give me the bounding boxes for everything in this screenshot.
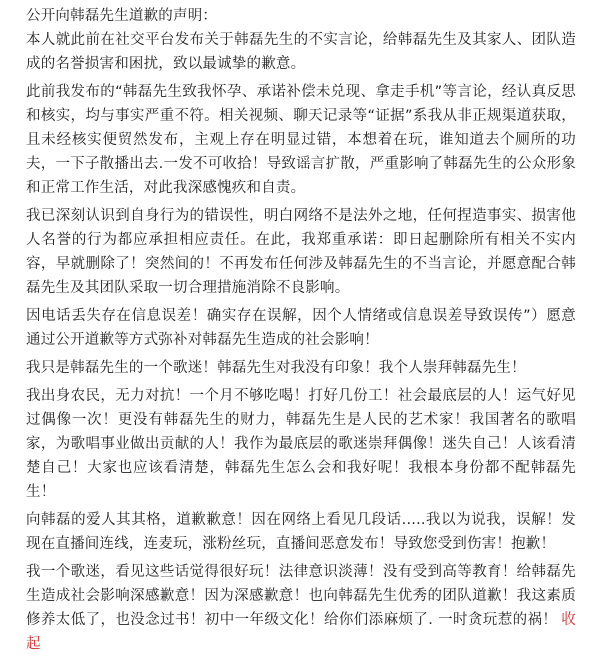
collapse-link[interactable]: 收起 xyxy=(26,612,576,652)
paragraph-8 xyxy=(26,560,576,656)
paragraph-2: 此前我发布的“韩磊先生致我怀孕、承诺补偿未兑现、拿走手机”等言论，经认真反思和核实，均与事实严重不符。相关视频、聊天记录等“证据”系我从非正规渠道获取，且未经核实便贸然发布，主观上存在明显过错，本想着在玩，谁知道去个厕所的功夫，一下子散播出去.一发不可收拾！导致谣言扩散，严重影响了韩磊先生的公众形象和正常工作生活，对此我深感愧疚和自责。 xyxy=(26,84,576,196)
paragraph-8-text: 我一个歌迷，看见这些话觉得很好玩！法律意识淡薄！没有受到高等教育！给韩磊先生造成社会影响深感歉意！因为深感歉意！也向韩磊先生优秀的团队道歉！我这素质修养太低了，也没念过书！初中一年级文化！给你们添麻烦了. 一时贪玩惹的祸！ xyxy=(26,564,576,628)
paragraph-7: 向韩磊的爱人其其格，道歉歉意！因在网络上看见几段话.....我以为说我，误解！发现在直播间连线，连麦玩，涨粉丝玩，直播间恶意发布！导致您受到伤害！抱歉！ xyxy=(26,512,576,552)
paragraph-3: 我已深刻认识到自身行为的错误性，明白网络不是法外之地，任何捏造事实、损害他人名誉的行为都应承担相应责任。在此，我郑重承诺：即日起删除所有相关不实内容，早就删除了！突然间的！不再发布任何涉及韩磊先生的不当言论，并愿意配合韩磊先生及其团队采取一切合理措施消除不良影响。 xyxy=(26,208,576,296)
paragraph-1: 本人就此前在社交平台发布关于韩磊先生的不实言论，给韩磊先生及其家人、团队造成的名誉损害和困扰，致以最诚挚的歉意。 xyxy=(26,32,576,72)
paragraph-4: 因电话丢失存在信息误差！确实存在误解，因个人情绪或信息误差导致误传”）愿意通过公开道歉等方式弥补对韩磊先生造成的社会影响！ xyxy=(26,308,576,348)
paragraph-5: 我只是韩磊先生的一个歌迷！韩磊先生对我没有印象！我个人崇拜韩磊先生！ xyxy=(26,360,526,376)
paragraph-6: 我出身农民，无力对抗！一个月不够吃喝！打好几份工！社会最底层的人！运气好见过偶像一次！更没有韩磊先生的财力，韩磊先生是人民的艺术家！我国著名的歌唱家，为歌唱事业做出贡献的人！我作为最底层的歌迷崇拜偶像！迷失自己！人该看清楚自己！大家也应该看清楚，韩磊先生怎么会和我好呢！我根本身份都不配韩磊先生！ xyxy=(26,388,576,500)
statement-title: 公开向韩磊先生道歉的声明： xyxy=(26,8,218,24)
